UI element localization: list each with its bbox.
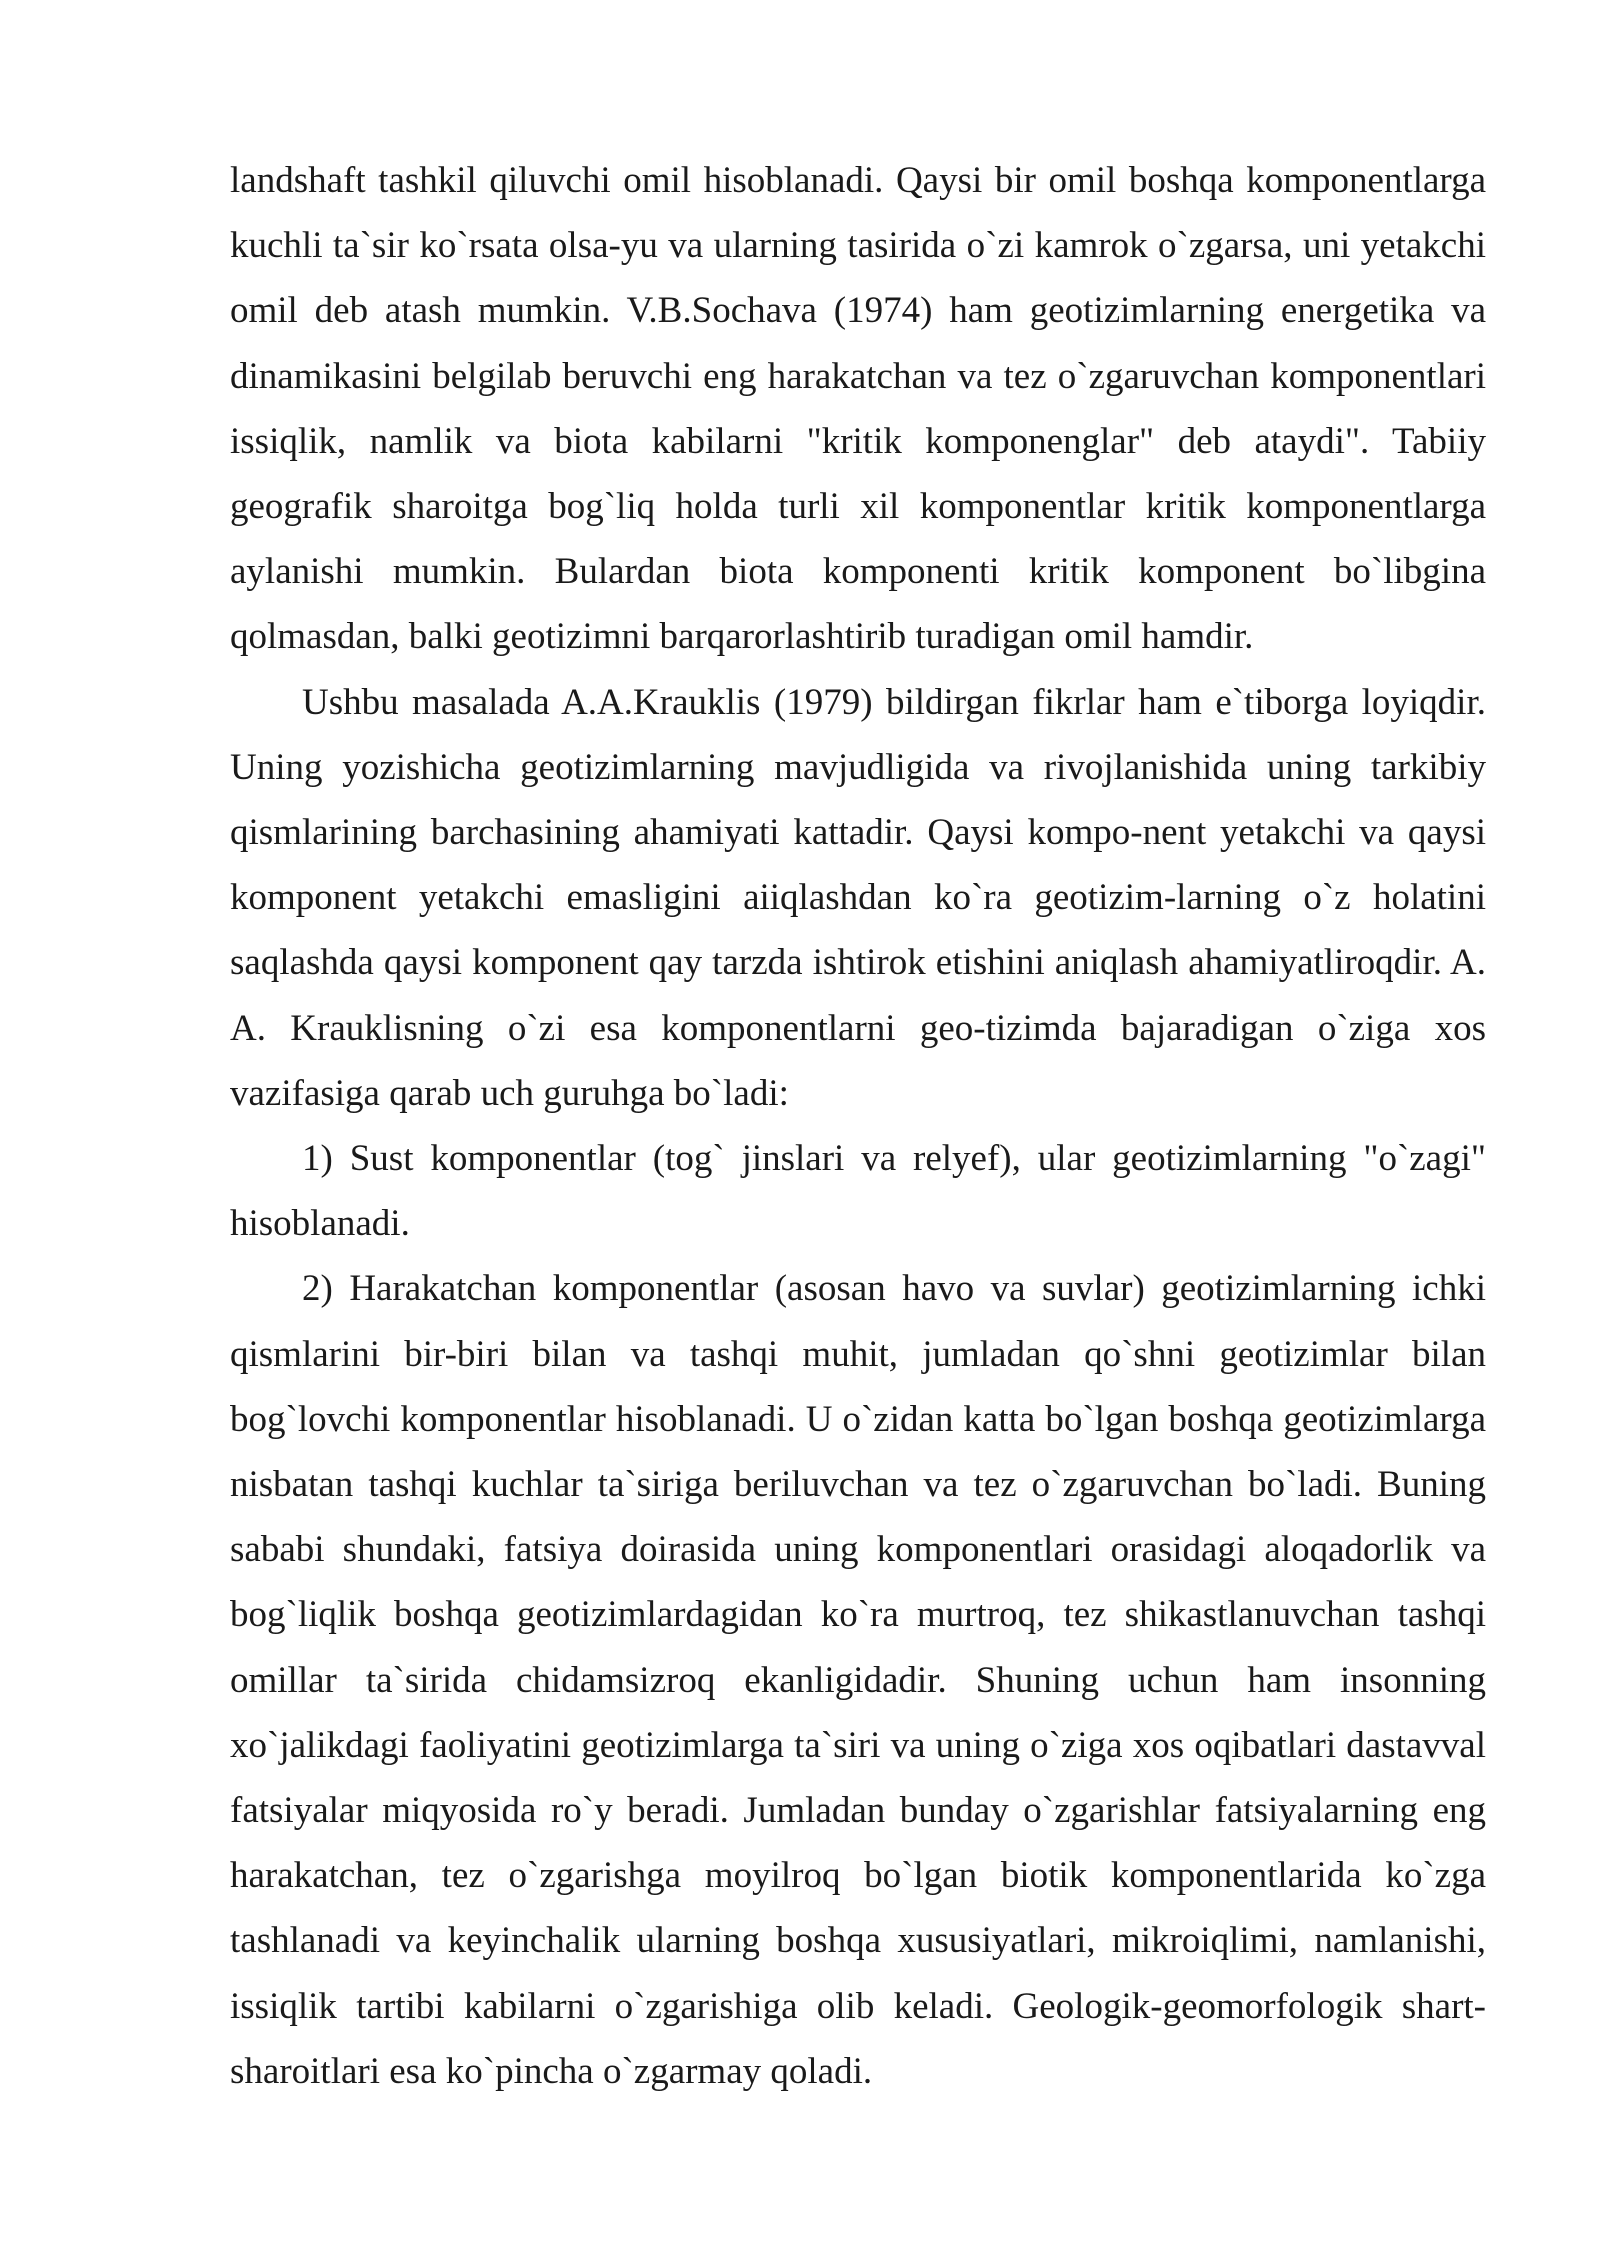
paragraph-krauklis: Ushbu masalada A.A.Krauklis (1979) bildirgan fikrlar ham e`tiborga loyiqdir. Uning yozishicha geotizimlarning mavjudligida va rivojlanishida uning tarkibiy qismlarining barchasining ahamiyati kattadir. Qaysi kompo-nent yetakchi va qaysi komponent yetakchi emasligini aiiqlashdan ko`ra geotizim-larning o`z holatini saqlashda qaysi komponent qay tarzda ishtirok etishini aniqlash ahamiyatliroqdir. A. A. Krauklisning o`zi esa komponentlarni geo-tizimda bajaradigan o`ziga xos vazifasiga qarab uch guruhga bo`ladi: — [230, 681, 1486, 1114]
list-item-sust-komponentlar: 1) Sust komponentlar (tog` jinslari va relyef), ular geotizimlarning "o`zagi" hisoblanadi. — [230, 1138, 1486, 1245]
document-page — [230, 148, 1486, 2104]
list-item-harakatchan-komponentlar: 2) Harakatchan komponentlar (asosan havo va suvlar) geotizimlarning ichki qismlarini bir-biri bilan va tashqi muhit, jumladan qo`shni geotizimlar bilan bog`lovchi komponentlar hisoblanadi. U o`zidan katta bo`lgan boshqa geotizimlarga nisbatan tashqi kuchlar ta`siriga beriluvchan va tez o`zgaruvchan bo`ladi. Buning sababi shundaki, fatsiya doirasida uning komponentlari orasidagi aloqadorlik va bog`liqlik boshqa geotizimlardagidan ko`ra murtroq, tez shikastlanuvchan tashqi omillar ta`sirida chidamsizroq ekanligidadir. Shuning uchun ham insonning xo`jalikdagi faoliyatini geotizimlarga ta`siri va uning o`ziga xos oqibatlari dastavval fatsiyalar miqyosida ro`y beradi. Jumladan bunday o`zgarishlar fatsiyalarning eng harakatchan, tez o`zgarishga moyilroq bo`lgan biotik komponentlarida ko`zga tashlanadi va keyinchalik ularning boshqa xususiyatlari, mikroiqlimi, namlanishi, issiqlik tartibi kabilarni o`zgarishiga olib keladi. Geologik-geomorfologik shart-sharoitlari esa ko`pincha o`zgarmay qoladi. — [230, 1268, 1486, 2092]
paragraph-landshaft: landshaft tashkil qiluvchi omil hisoblanadi. Qaysi bir omil boshqa komponentlarga kuchli ta`sir ko`rsata olsa-yu va ularning tasirida o`zi kamrok o`zgarsa, uni yetakchi omil deb atash mumkin. V.B.Sochava (1974) ham geotizimlarning energetika va dinamikasini belgilab beruvchi eng harakatchan va tez o`zgaruvchan komponentlari issiqlik, namlik va biota kabilarni "kritik komponenglar" deb ataydi". Tabiiy geografik sharoitga bog`liq holda turli xil komponentlar kritik komponentlarga aylanishi mumkin. Bulardan biota komponenti kritik komponent bo`libgina qolmasdan, balki geotizimni barqarorlashtirib turadigan omil hamdir. — [230, 160, 1486, 658]
